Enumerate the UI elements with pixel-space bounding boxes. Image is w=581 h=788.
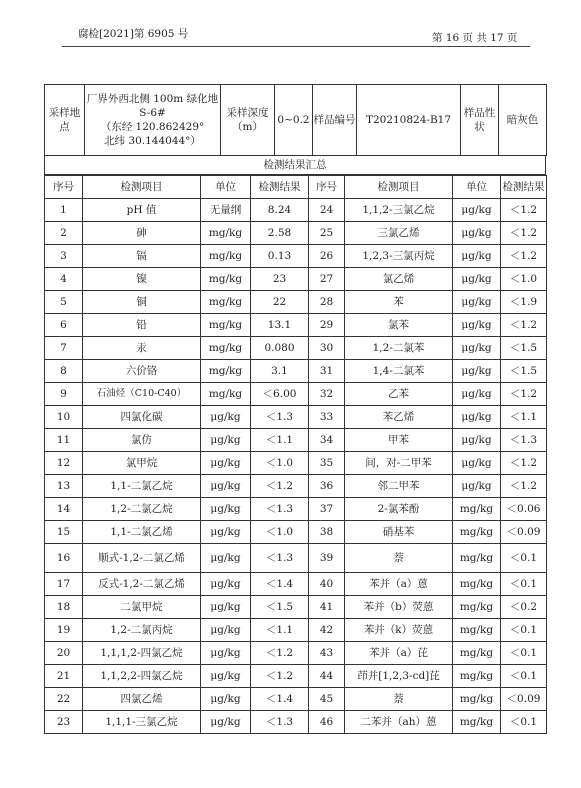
unit: mg/kg <box>453 544 501 573</box>
row-number: 11 <box>45 429 83 452</box>
table-row <box>45 314 547 337</box>
unit: μg/kg <box>453 337 501 360</box>
unit: μg/kg <box>201 544 251 573</box>
row-number: 45 <box>309 688 345 711</box>
test-item: 1,1,1,2-四氯乙烷 <box>83 642 201 665</box>
row-number: 18 <box>45 596 83 619</box>
unit: μg/kg <box>201 688 251 711</box>
unit: mg/kg <box>201 314 251 337</box>
unit: μg/kg <box>453 222 501 245</box>
test-result: 0.13 <box>251 245 309 268</box>
test-item: 二苯并（ah）蒽 <box>345 711 453 734</box>
depth-label: 采样深度（m） <box>221 85 275 156</box>
table-row <box>45 544 547 573</box>
test-item: 氯苯 <box>345 314 453 337</box>
row-number: 4 <box>45 268 83 291</box>
site-line-1: 厂界外西北侧 100m 绿化地 <box>86 93 219 105</box>
test-item: 苯并（a）芘 <box>345 642 453 665</box>
report-number: 腐检[2021]第 6905 号 <box>78 28 189 40</box>
unit: mg/kg <box>453 619 501 642</box>
test-result: ＜1.0 <box>251 521 309 544</box>
row-number: 26 <box>309 245 345 268</box>
row-number: 14 <box>45 498 83 521</box>
test-result: ＜1.1 <box>251 619 309 642</box>
test-item: 1,2-二氯苯 <box>345 337 453 360</box>
table-row <box>45 360 547 383</box>
summary-title: 检测结果汇总 <box>44 156 546 175</box>
row-number: 42 <box>309 619 345 642</box>
test-item: 氯乙烯 <box>345 268 453 291</box>
test-result: ＜0.2 <box>501 596 547 619</box>
unit: mg/kg <box>453 498 501 521</box>
row-number: 36 <box>309 475 345 498</box>
test-result: ＜1.0 <box>501 268 547 291</box>
test-result: ＜0.1 <box>501 544 547 573</box>
test-item: 1,4-二氯苯 <box>345 360 453 383</box>
test-item: 铜 <box>83 291 201 314</box>
test-item: 四氯化碳 <box>83 406 201 429</box>
table-row <box>45 521 547 544</box>
row-number: 39 <box>309 544 345 573</box>
row-number: 41 <box>309 596 345 619</box>
test-item: 苯并（b）荧蒽 <box>345 596 453 619</box>
unit: mg/kg <box>201 268 251 291</box>
test-item: 镉 <box>83 245 201 268</box>
page-indicator: 第 16 页 共 17 页 <box>432 32 518 44</box>
sample-nature-label: 样品性状 <box>461 85 499 156</box>
row-number: 46 <box>309 711 345 734</box>
test-result: ＜0.1 <box>501 642 547 665</box>
test-result: ＜1.4 <box>251 573 309 596</box>
row-number: 25 <box>309 222 345 245</box>
row-number: 19 <box>45 619 83 642</box>
unit: μg/kg <box>201 475 251 498</box>
table-row <box>45 337 547 360</box>
table-row <box>45 383 547 406</box>
sample-number-label: 样品编号 <box>313 85 357 156</box>
test-result: 0.080 <box>251 337 309 360</box>
site-label: 采样地点 <box>45 85 85 156</box>
test-result: ＜1.0 <box>251 452 309 475</box>
column-header: 检测结果 <box>501 176 547 199</box>
row-number: 10 <box>45 406 83 429</box>
table-row <box>45 245 547 268</box>
test-result: ＜0.09 <box>501 521 547 544</box>
table-row <box>45 619 547 642</box>
test-result: ＜1.5 <box>251 596 309 619</box>
row-number: 37 <box>309 498 345 521</box>
table-row <box>45 711 547 734</box>
test-item: 氯甲烷 <box>83 452 201 475</box>
row-number: 23 <box>45 711 83 734</box>
test-result: ＜1.3 <box>251 711 309 734</box>
row-number: 6 <box>45 314 83 337</box>
row-number: 40 <box>309 573 345 596</box>
unit: mg/kg <box>201 291 251 314</box>
row-number: 7 <box>45 337 83 360</box>
test-result: ＜1.1 <box>251 429 309 452</box>
row-number: 34 <box>309 429 345 452</box>
test-item: 1,1,1-三氯乙烷 <box>83 711 201 734</box>
test-result: ＜1.4 <box>251 688 309 711</box>
unit: μg/kg <box>453 314 501 337</box>
unit: μg/kg <box>201 429 251 452</box>
unit: mg/kg <box>201 245 251 268</box>
test-result: ＜1.3 <box>251 544 309 573</box>
unit: μg/kg <box>453 199 501 222</box>
unit: mg/kg <box>453 711 501 734</box>
row-number: 21 <box>45 665 83 688</box>
table-row <box>45 475 547 498</box>
test-result: 13.1 <box>251 314 309 337</box>
row-number: 9 <box>45 383 83 406</box>
test-result: ＜1.5 <box>501 337 547 360</box>
test-item: 汞 <box>83 337 201 360</box>
test-item: 硝基苯 <box>345 521 453 544</box>
row-number: 43 <box>309 642 345 665</box>
row-number: 28 <box>309 291 345 314</box>
row-number: 8 <box>45 360 83 383</box>
test-result: 2.58 <box>251 222 309 245</box>
test-item: 1,1,2-三氯乙烷 <box>345 199 453 222</box>
unit: μg/kg <box>201 596 251 619</box>
row-number: 27 <box>309 268 345 291</box>
row-number: 31 <box>309 360 345 383</box>
row-number: 24 <box>309 199 345 222</box>
test-result: ＜1.2 <box>501 314 547 337</box>
unit: μg/kg <box>453 475 501 498</box>
table-row <box>45 665 547 688</box>
unit: mg/kg <box>453 642 501 665</box>
test-result: 22 <box>251 291 309 314</box>
row-number: 35 <box>309 452 345 475</box>
row-number: 44 <box>309 665 345 688</box>
test-item: 氯仿 <box>83 429 201 452</box>
test-item: 六价铬 <box>83 360 201 383</box>
unit: mg/kg <box>201 222 251 245</box>
test-result: ＜1.9 <box>501 291 547 314</box>
unit: μg/kg <box>201 573 251 596</box>
site-line-4: 北纬 30.144044°） <box>104 135 201 147</box>
unit: mg/kg <box>453 688 501 711</box>
test-result: ＜0.1 <box>501 665 547 688</box>
test-item: 萘 <box>345 688 453 711</box>
test-result: ＜1.3 <box>251 406 309 429</box>
site-line-2: S-6# <box>139 107 166 119</box>
test-item: 2-氯苯酚 <box>345 498 453 521</box>
test-result: ＜1.2 <box>501 199 547 222</box>
unit: μg/kg <box>201 521 251 544</box>
results-table <box>44 175 547 734</box>
test-item: 石油烃（C10-C40） <box>83 383 201 406</box>
unit: μg/kg <box>201 498 251 521</box>
unit: μg/kg <box>453 360 501 383</box>
table-row <box>45 573 547 596</box>
unit: μg/kg <box>201 711 251 734</box>
unit: μg/kg <box>201 452 251 475</box>
test-result: ＜1.2 <box>501 452 547 475</box>
column-header: 检测项目 <box>345 176 453 199</box>
test-result: 3.1 <box>251 360 309 383</box>
test-item: 二氯甲烷 <box>83 596 201 619</box>
table-row <box>45 452 547 475</box>
test-result: ＜1.2 <box>251 642 309 665</box>
column-header: 序号 <box>45 176 83 199</box>
row-number: 2 <box>45 222 83 245</box>
test-item: 邻二甲苯 <box>345 475 453 498</box>
unit: μg/kg <box>201 406 251 429</box>
row-number: 12 <box>45 452 83 475</box>
test-item: 镍 <box>83 268 201 291</box>
row-number: 1 <box>45 199 83 222</box>
results-table-body <box>45 176 547 734</box>
test-result: ＜1.2 <box>501 245 547 268</box>
test-item: 反式-1,2-二氯乙烯 <box>83 573 201 596</box>
row-number: 17 <box>45 573 83 596</box>
row-number: 33 <box>309 406 345 429</box>
test-result: ＜6.00 <box>251 383 309 406</box>
table-row <box>45 291 547 314</box>
row-number: 20 <box>45 642 83 665</box>
test-item: 铅 <box>83 314 201 337</box>
test-item: 1,2,3-三氯丙烷 <box>345 245 453 268</box>
test-result: ＜0.1 <box>501 619 547 642</box>
test-item: 1,1,2,2-四氯乙烷 <box>83 665 201 688</box>
unit: mg/kg <box>201 383 251 406</box>
column-header: 检测项目 <box>83 176 201 199</box>
row-number: 22 <box>45 688 83 711</box>
row-number: 15 <box>45 521 83 544</box>
row-number: 3 <box>45 245 83 268</box>
row-number: 13 <box>45 475 83 498</box>
depth-value: 0~0.2 <box>275 85 313 156</box>
test-item: 萘 <box>345 544 453 573</box>
test-result: ＜1.2 <box>251 475 309 498</box>
test-item: 乙苯 <box>345 383 453 406</box>
test-result: ＜1.2 <box>501 475 547 498</box>
row-number: 5 <box>45 291 83 314</box>
test-result: ＜0.09 <box>501 688 547 711</box>
unit: μg/kg <box>453 406 501 429</box>
table-header-row <box>45 176 547 199</box>
column-header: 单位 <box>201 176 251 199</box>
sample-number-value: T20210824-B17 <box>357 85 461 156</box>
row-number: 38 <box>309 521 345 544</box>
site-line-3: （东经 120.862429° <box>100 121 205 133</box>
test-result: ＜1.3 <box>251 498 309 521</box>
table-row <box>45 199 547 222</box>
unit: μg/kg <box>201 665 251 688</box>
table-row <box>45 222 547 245</box>
unit: mg/kg <box>201 360 251 383</box>
table-row <box>45 268 547 291</box>
test-result: ＜0.1 <box>501 711 547 734</box>
unit: μg/kg <box>453 452 501 475</box>
row-number: 32 <box>309 383 345 406</box>
test-item: 甲苯 <box>345 429 453 452</box>
test-item: pH 值 <box>83 199 201 222</box>
unit: μg/kg <box>201 619 251 642</box>
test-result: ＜1.2 <box>501 222 547 245</box>
unit: μg/kg <box>453 429 501 452</box>
table-row <box>45 406 547 429</box>
test-result: ＜1.5 <box>501 360 547 383</box>
test-result: ＜1.2 <box>251 665 309 688</box>
unit: mg/kg <box>453 665 501 688</box>
unit: 无量纲 <box>201 199 251 222</box>
test-item: 1,2-二氯丙烷 <box>83 619 201 642</box>
table-row <box>45 596 547 619</box>
test-item: 顺式-1,2-二氯乙烯 <box>83 544 201 573</box>
column-header: 检测结果 <box>251 176 309 199</box>
unit: mg/kg <box>201 337 251 360</box>
table-row <box>45 498 547 521</box>
test-item: 1,2-二氯乙烷 <box>83 498 201 521</box>
row-number: 16 <box>45 544 83 573</box>
unit: mg/kg <box>453 573 501 596</box>
table-row <box>45 688 547 711</box>
row-number: 29 <box>309 314 345 337</box>
test-item: 茚并[1,2,3-cd]芘 <box>345 665 453 688</box>
unit: μg/kg <box>453 245 501 268</box>
test-item: 苯并（a）蒽 <box>345 573 453 596</box>
header-divider <box>62 46 530 47</box>
test-result: ＜1.2 <box>501 383 547 406</box>
test-result: 8.24 <box>251 199 309 222</box>
unit: μg/kg <box>201 642 251 665</box>
site-value <box>85 85 221 156</box>
test-item: 三氯乙烯 <box>345 222 453 245</box>
column-header: 单位 <box>453 176 501 199</box>
test-item: 四氯乙烯 <box>83 688 201 711</box>
test-result: ＜1.1 <box>501 406 547 429</box>
unit: μg/kg <box>453 268 501 291</box>
sample-info-table <box>44 84 547 156</box>
row-number: 30 <box>309 337 345 360</box>
test-item: 苯乙烯 <box>345 406 453 429</box>
test-result: ＜0.1 <box>501 573 547 596</box>
test-result: ＜0.06 <box>501 498 547 521</box>
test-item: 间，对-二甲苯 <box>345 452 453 475</box>
unit: mg/kg <box>453 521 501 544</box>
test-item: 苯并（k）荧蒽 <box>345 619 453 642</box>
column-header: 序号 <box>309 176 345 199</box>
unit: μg/kg <box>453 383 501 406</box>
table-row <box>45 642 547 665</box>
test-result: 23 <box>251 268 309 291</box>
unit: mg/kg <box>453 596 501 619</box>
test-item: 1,1-二氯乙烯 <box>83 521 201 544</box>
sample-nature-value: 暗灰色 <box>499 85 547 156</box>
unit: μg/kg <box>453 291 501 314</box>
test-result: ＜1.3 <box>501 429 547 452</box>
table-row <box>45 429 547 452</box>
test-item: 砷 <box>83 222 201 245</box>
test-item: 苯 <box>345 291 453 314</box>
test-item: 1,1-二氯乙烷 <box>83 475 201 498</box>
